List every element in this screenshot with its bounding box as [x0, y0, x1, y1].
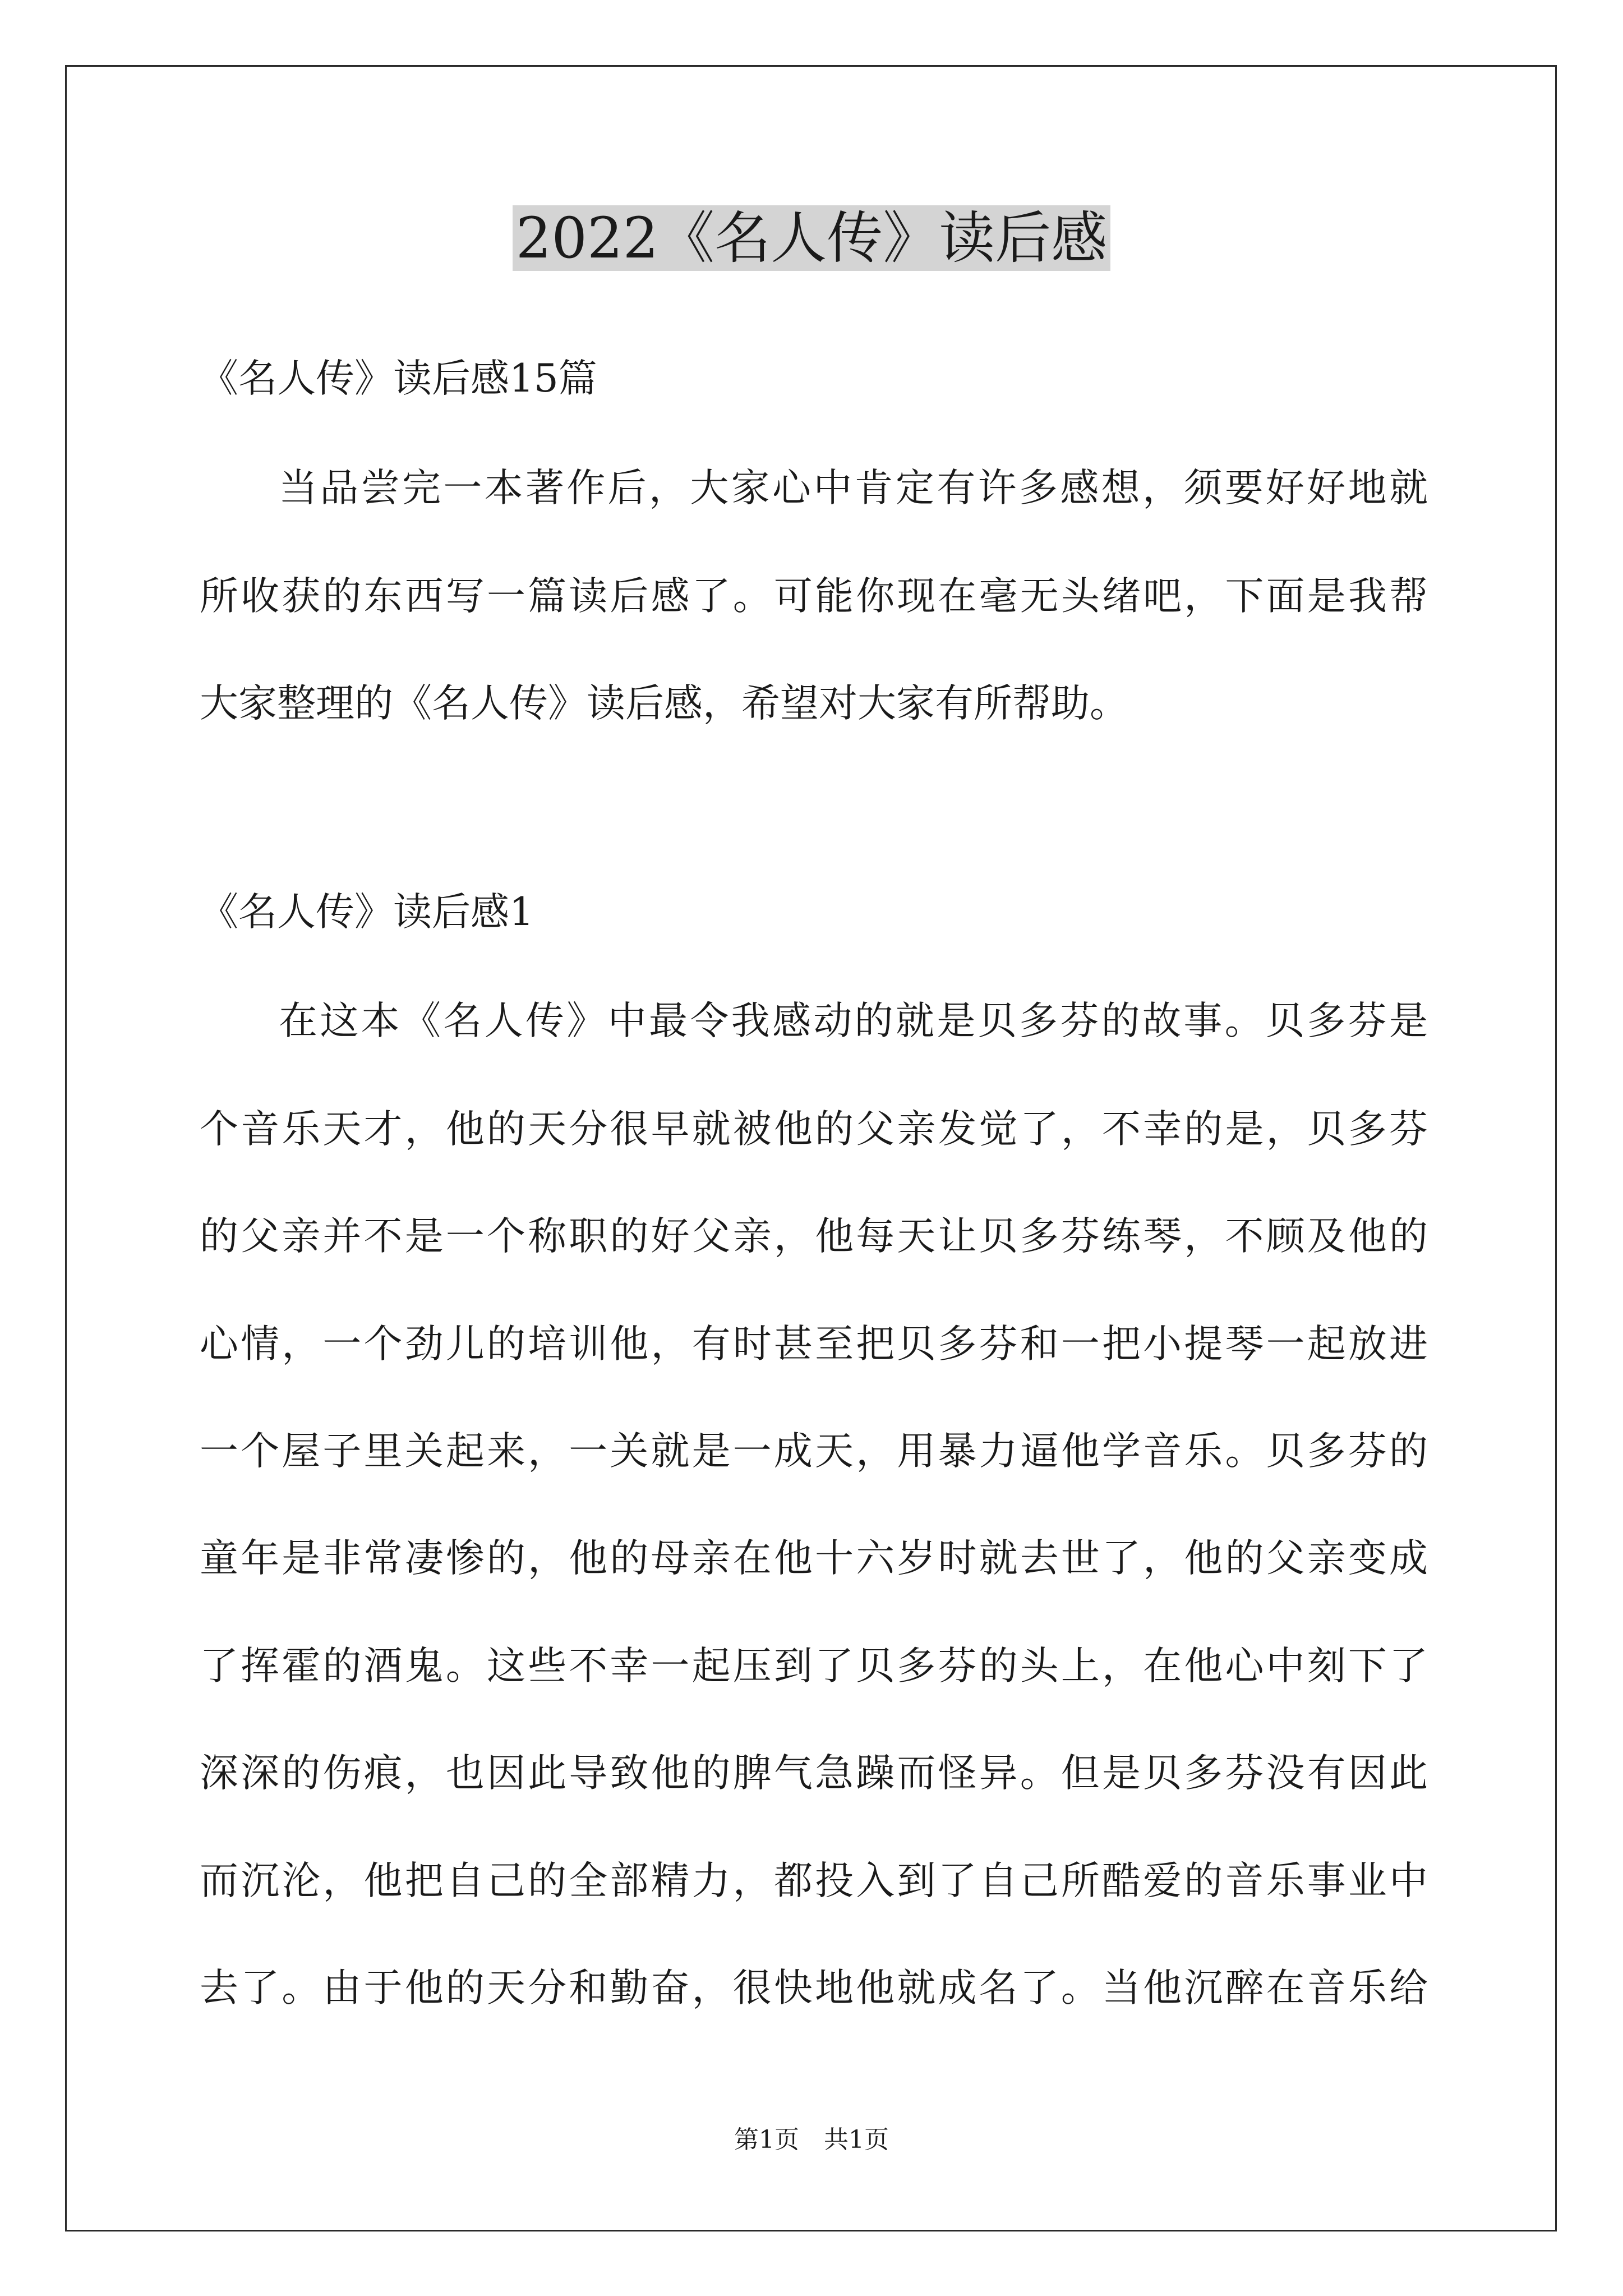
paragraph-line: 大家整理的《名人传》读后感，希望对大家有所帮助。 [200, 681, 1128, 726]
paragraph-line: 而沉沦，他把自己的全部精力，都投入到了自己所酷爱的音乐事业中 [200, 1858, 1428, 1903]
page-footer: 第1页 共1页 [734, 2125, 889, 2154]
paragraph-line: 所收获的东西写一篇读后感了。可能你现在毫无头绪吧，下面是我帮 [200, 574, 1428, 619]
section-heading: 《名人传》读后感1 [200, 890, 534, 935]
paragraph-line: 的父亲并不是一个称职的好父亲，他每天让贝多芬练琴，不顾及他的 [200, 1214, 1428, 1259]
paragraph-line: 童年是非常凄惨的，他的母亲在他十六岁时就去世了，他的父亲变成 [200, 1536, 1428, 1581]
paragraph-line: 个音乐天才，他的天分很早就被他的父亲发觉了，不幸的是，贝多芬 [200, 1107, 1428, 1152]
paragraph-line: 心情，一个劲儿的培训他，有时甚至把贝多芬和一把小提琴一起放进 [200, 1322, 1428, 1366]
document-subtitle: 《名人传》读后感15篇 [200, 356, 597, 401]
paragraph-line: 当品尝完一本著作后，大家心中肯定有许多感想，须要好好地就 [279, 466, 1428, 510]
paragraph-line: 了挥霍的酒鬼。这些不幸一起压到了贝多芬的头上，在他心中刻下了 [200, 1644, 1428, 1688]
paragraph-line: 深深的伤痕，也因此导致他的脾气急躁而怪异。但是贝多芬没有因此 [200, 1751, 1428, 1796]
paragraph-line: 在这本《名人传》中最令我感动的就是贝多芬的故事。贝多芬是 [279, 999, 1428, 1043]
paragraph-line: 去了。由于他的天分和勤奋，很快地他就成名了。当他沉醉在音乐给 [200, 1966, 1428, 2010]
paragraph-line: 一个屋子里关起来，一关就是一成天，用暴力逼他学音乐。贝多芬的 [200, 1429, 1428, 1474]
document-title [0, 196, 1623, 280]
document-title-text: 2022《名人传》读后感 [513, 205, 1111, 271]
